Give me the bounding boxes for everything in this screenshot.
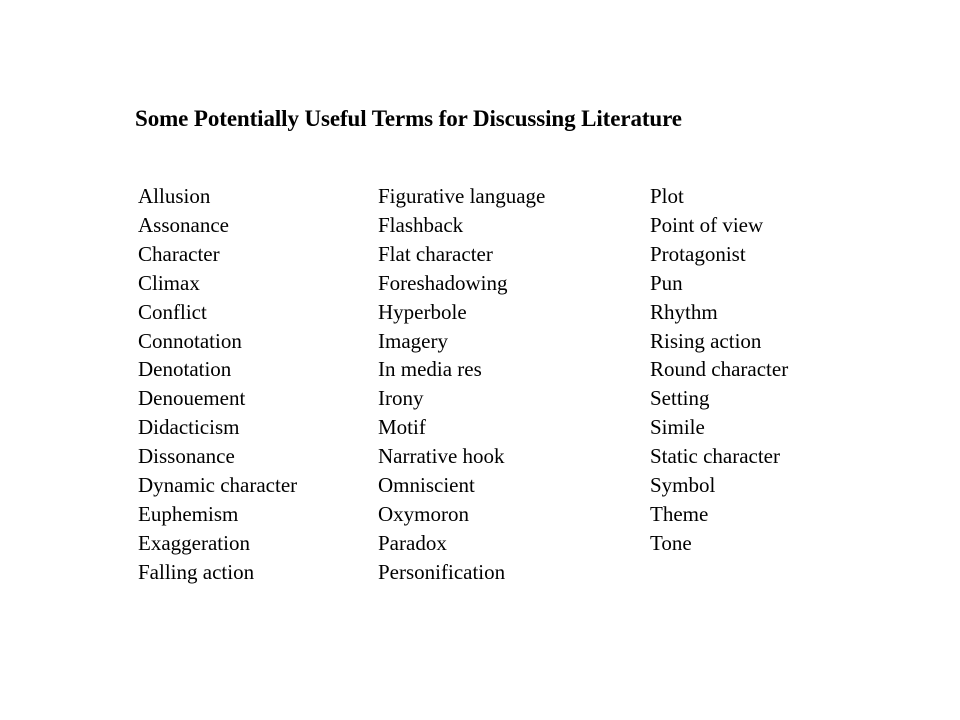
term: Didacticism (138, 415, 240, 440)
term: Imagery (378, 328, 448, 353)
term: Narrative hook (378, 444, 505, 469)
term: Climax (138, 270, 200, 295)
term: Oxymoron (378, 501, 469, 526)
term: Pun (650, 270, 683, 295)
term: Connotation (138, 328, 242, 353)
terms-column-2 (378, 182, 545, 587)
term: Exaggeration (138, 530, 250, 555)
term: Simile (650, 415, 705, 440)
term: Hyperbole (378, 299, 467, 324)
term: Dynamic character (138, 473, 298, 498)
term: Omniscient (378, 473, 475, 498)
term: Rising action (650, 328, 762, 353)
terms-column-3 (650, 182, 788, 558)
term: Paradox (378, 530, 447, 555)
term: Flat character (378, 241, 493, 266)
term: Assonance (138, 212, 229, 237)
term: Point of view (650, 212, 764, 237)
term: Irony (378, 386, 424, 411)
term: Static character (650, 444, 780, 469)
term: Motif (378, 415, 426, 440)
term: Euphemism (138, 501, 239, 526)
term: Allusion (138, 184, 211, 208)
term: Dissonance (138, 444, 235, 469)
term: Figurative language (378, 184, 546, 208)
terms-column-1 (138, 182, 297, 587)
term: Foreshadowing (378, 270, 508, 295)
term: In media res (378, 357, 482, 382)
term: Protagonist (650, 241, 746, 266)
term: Setting (650, 386, 710, 411)
term: Tone (650, 530, 692, 555)
term: Denotation (138, 357, 232, 382)
term: Round character (650, 357, 789, 382)
term: Flashback (378, 212, 464, 237)
term: Personification (378, 559, 506, 584)
term: Rhythm (650, 299, 718, 324)
term: Plot (650, 184, 684, 208)
term: Character (138, 241, 220, 266)
term: Theme (650, 501, 709, 526)
term: Falling action (138, 559, 255, 584)
term: Denouement (138, 386, 246, 411)
term: Symbol (650, 473, 716, 498)
slide-title: Some Potentially Useful Terms for Discussing Literature (135, 106, 682, 131)
term: Conflict (138, 299, 207, 324)
